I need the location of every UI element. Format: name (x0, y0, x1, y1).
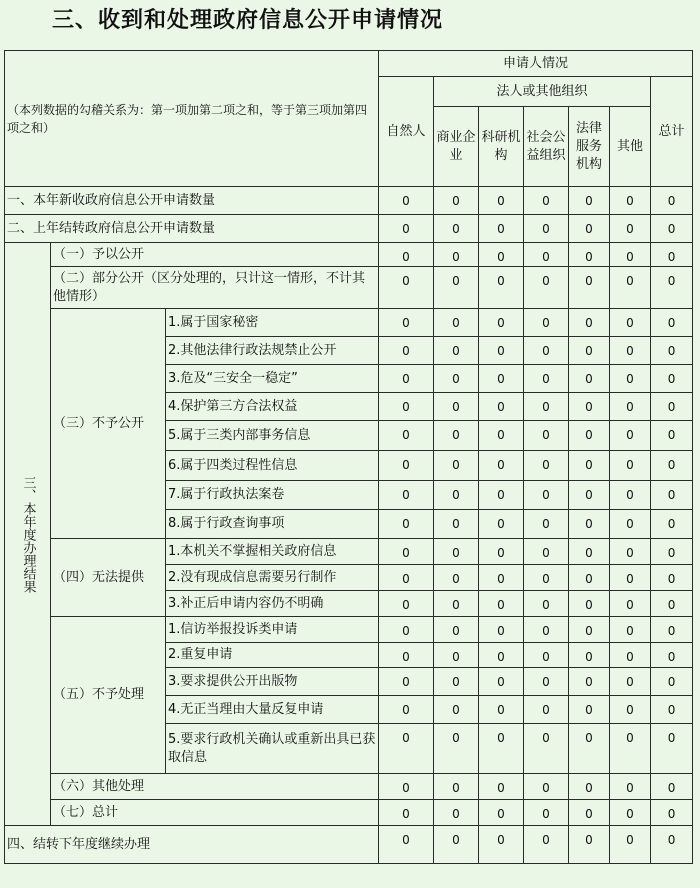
value-cell: 0 (610, 826, 651, 864)
value-cell: 0 (610, 643, 651, 668)
value-cell: 0 (479, 510, 524, 539)
group-label: （五）不予处理 (51, 617, 166, 774)
value-cell: 0 (610, 565, 651, 591)
value-cell: 0 (434, 591, 479, 617)
value-cell: 0 (651, 565, 693, 591)
value-cell: 0 (651, 215, 693, 243)
value-cell: 0 (569, 215, 610, 243)
value-cell: 0 (610, 774, 651, 800)
value-cell: 0 (610, 421, 651, 451)
value-cell: 0 (651, 643, 693, 668)
group-label: （三）不予公开 (51, 309, 166, 539)
value-cell: 0 (479, 337, 524, 365)
value-cell: 0 (651, 774, 693, 800)
row-label: 5.要求行政机关确认或重新出具已获取信息 (166, 724, 379, 774)
value-cell: 0 (434, 668, 479, 696)
value-cell: 0 (524, 337, 569, 365)
value-cell: 0 (379, 451, 434, 481)
value-cell: 0 (651, 451, 693, 481)
value-cell: 0 (651, 337, 693, 365)
row-label: 3.要求提供公开出版物 (166, 668, 379, 696)
value-cell: 0 (569, 565, 610, 591)
value-cell: 0 (379, 668, 434, 696)
value-cell: 0 (479, 451, 524, 481)
table-row (5, 215, 693, 243)
row-label: 四、结转下年度继续办理 (5, 826, 379, 864)
row-label: 1.信访举报投诉类申请 (166, 617, 379, 643)
header-row-1 (5, 51, 693, 77)
value-cell: 0 (569, 696, 610, 724)
value-cell: 0 (379, 309, 434, 337)
header-natural-person: 自然人 (379, 77, 434, 187)
value-cell: 0 (610, 187, 651, 215)
table-row (5, 267, 693, 309)
value-cell: 0 (434, 309, 479, 337)
value-cell: 0 (379, 393, 434, 421)
value-cell: 0 (610, 365, 651, 393)
value-cell: 0 (610, 481, 651, 510)
value-cell: 0 (524, 215, 569, 243)
value-cell: 0 (569, 668, 610, 696)
value-cell: 0 (379, 774, 434, 800)
value-cell: 0 (524, 451, 569, 481)
value-cell: 0 (479, 365, 524, 393)
value-cell: 0 (610, 215, 651, 243)
row-label: 4.保护第三方合法权益 (166, 393, 379, 421)
value-cell: 0 (434, 451, 479, 481)
value-cell: 0 (379, 696, 434, 724)
value-cell: 0 (379, 510, 434, 539)
value-cell: 0 (651, 591, 693, 617)
value-cell: 0 (479, 187, 524, 215)
row-label: 2.其他法律行政法规禁止公开 (166, 337, 379, 365)
value-cell: 0 (651, 696, 693, 724)
value-cell: 0 (379, 643, 434, 668)
value-cell: 0 (434, 539, 479, 565)
value-cell: 0 (569, 539, 610, 565)
value-cell: 0 (524, 393, 569, 421)
value-cell: 0 (610, 724, 651, 774)
value-cell: 0 (524, 724, 569, 774)
row-label: （一）予以公开 (51, 243, 379, 267)
value-cell: 0 (651, 668, 693, 696)
table-row (5, 826, 693, 864)
value-cell: 0 (479, 393, 524, 421)
value-cell: 0 (569, 826, 610, 864)
value-cell: 0 (479, 539, 524, 565)
value-cell: 0 (434, 393, 479, 421)
value-cell: 0 (479, 826, 524, 864)
value-cell: 0 (434, 643, 479, 668)
table-row (5, 187, 693, 215)
value-cell: 0 (379, 267, 434, 309)
table-row (5, 309, 693, 337)
value-cell: 0 (524, 309, 569, 337)
value-cell: 0 (651, 826, 693, 864)
header-other: 其他 (610, 107, 651, 187)
value-cell: 0 (569, 724, 610, 774)
page-title: 三、收到和处理政府信息公开申请情况 (52, 8, 444, 33)
value-cell: 0 (379, 337, 434, 365)
value-cell: 0 (651, 365, 693, 393)
value-cell: 0 (651, 539, 693, 565)
value-cell: 0 (651, 243, 693, 267)
row-label: 4.无正当理由大量反复申请 (166, 696, 379, 724)
value-cell: 0 (524, 481, 569, 510)
value-cell: 0 (569, 267, 610, 309)
value-cell: 0 (569, 510, 610, 539)
value-cell: 0 (610, 591, 651, 617)
value-cell: 0 (569, 481, 610, 510)
value-cell: 0 (434, 696, 479, 724)
value-cell: 0 (379, 215, 434, 243)
header-applicant: 申请人情况 (379, 51, 693, 77)
value-cell: 0 (651, 309, 693, 337)
value-cell: 0 (569, 365, 610, 393)
value-cell: 0 (434, 800, 479, 826)
value-cell: 0 (569, 243, 610, 267)
value-cell: 0 (479, 267, 524, 309)
header-commercial: 商业企业 (434, 107, 479, 187)
row-label: 一、本年新收政府信息公开申请数量 (5, 187, 379, 215)
value-cell: 0 (524, 243, 569, 267)
value-cell: 0 (651, 510, 693, 539)
value-cell: 0 (610, 309, 651, 337)
value-cell: 0 (379, 365, 434, 393)
value-cell: 0 (569, 393, 610, 421)
value-cell: 0 (651, 724, 693, 774)
table-row (5, 243, 693, 267)
row-label: 8.属于行政查询事项 (166, 510, 379, 539)
value-cell: 0 (524, 565, 569, 591)
header-legal-service: 法律服务机构 (569, 107, 610, 187)
value-cell: 0 (434, 215, 479, 243)
value-cell: 0 (479, 774, 524, 800)
value-cell: 0 (379, 591, 434, 617)
value-cell: 0 (524, 187, 569, 215)
value-cell: 0 (434, 826, 479, 864)
table-header-note: （本列数据的勾稽关系为：第一项加第二项之和，等于第三项加第四项之和） (5, 51, 379, 187)
value-cell: 0 (524, 826, 569, 864)
value-cell: 0 (434, 365, 479, 393)
header-social: 社会公益组织 (524, 107, 569, 187)
value-cell: 0 (569, 774, 610, 800)
value-cell: 0 (434, 267, 479, 309)
value-cell: 0 (479, 800, 524, 826)
value-cell: 0 (524, 539, 569, 565)
value-cell: 0 (610, 510, 651, 539)
table-row (5, 539, 693, 565)
row-label: 1.本机关不掌握相关政府信息 (166, 539, 379, 565)
value-cell: 0 (479, 724, 524, 774)
value-cell: 0 (569, 187, 610, 215)
value-cell: 0 (569, 800, 610, 826)
value-cell: 0 (569, 643, 610, 668)
value-cell: 0 (524, 774, 569, 800)
value-cell: 0 (479, 591, 524, 617)
value-cell: 0 (479, 215, 524, 243)
value-cell: 0 (651, 393, 693, 421)
value-cell: 0 (524, 617, 569, 643)
value-cell: 0 (651, 421, 693, 451)
value-cell: 0 (479, 309, 524, 337)
value-cell: 0 (524, 365, 569, 393)
value-cell: 0 (524, 800, 569, 826)
value-cell: 0 (524, 591, 569, 617)
table-row (5, 800, 693, 826)
value-cell: 0 (379, 481, 434, 510)
value-cell: 0 (379, 243, 434, 267)
value-cell: 0 (434, 421, 479, 451)
value-cell: 0 (479, 481, 524, 510)
value-cell: 0 (651, 800, 693, 826)
value-cell: 0 (479, 421, 524, 451)
value-cell: 0 (610, 337, 651, 365)
row-label: 2.重复申请 (166, 643, 379, 668)
value-cell: 0 (434, 337, 479, 365)
row-label: 3.补正后申请内容仍不明确 (166, 591, 379, 617)
row-label: 1.属于国家秘密 (166, 309, 379, 337)
header-research: 科研机构 (479, 107, 524, 187)
value-cell: 0 (569, 421, 610, 451)
value-cell: 0 (610, 393, 651, 421)
value-cell: 0 (610, 539, 651, 565)
value-cell: 0 (524, 668, 569, 696)
value-cell: 0 (379, 421, 434, 451)
value-cell: 0 (610, 617, 651, 643)
value-cell: 0 (610, 451, 651, 481)
table-row (5, 617, 693, 643)
value-cell: 0 (524, 267, 569, 309)
table-row (5, 774, 693, 800)
row-label: （二）部分公开（区分处理的，只计这一情形，不计其他情形） (51, 267, 379, 309)
value-cell: 0 (610, 267, 651, 309)
value-cell: 0 (479, 243, 524, 267)
value-cell: 0 (434, 481, 479, 510)
value-cell: 0 (479, 696, 524, 724)
value-cell: 0 (479, 617, 524, 643)
value-cell: 0 (434, 243, 479, 267)
value-cell: 0 (651, 267, 693, 309)
value-cell: 0 (379, 565, 434, 591)
value-cell: 0 (479, 643, 524, 668)
row-label: 5.属于三类内部事务信息 (166, 421, 379, 451)
value-cell: 0 (610, 243, 651, 267)
value-cell: 0 (569, 451, 610, 481)
value-cell: 0 (651, 617, 693, 643)
value-cell: 0 (379, 187, 434, 215)
value-cell: 0 (479, 565, 524, 591)
value-cell: 0 (524, 510, 569, 539)
row-label: 2.没有现成信息需要另行制作 (166, 565, 379, 591)
value-cell: 0 (651, 481, 693, 510)
value-cell: 0 (479, 668, 524, 696)
value-cell: 0 (610, 800, 651, 826)
value-cell: 0 (379, 617, 434, 643)
value-cell: 0 (524, 643, 569, 668)
row-label: （六）其他处理 (51, 774, 379, 800)
row-label: 3.危及“三安全一稳定” (166, 365, 379, 393)
row-label: （七）总计 (51, 800, 379, 826)
row-label: 6.属于四类过程性信息 (166, 451, 379, 481)
value-cell: 0 (434, 565, 479, 591)
value-cell: 0 (434, 724, 479, 774)
value-cell: 0 (610, 696, 651, 724)
row-label: 7.属于行政执法案卷 (166, 481, 379, 510)
value-cell: 0 (379, 724, 434, 774)
value-cell: 0 (379, 539, 434, 565)
section-3-label: 三、本年度办理结果 (5, 243, 51, 826)
value-cell: 0 (379, 826, 434, 864)
value-cell: 0 (569, 309, 610, 337)
group-label: （四）无法提供 (51, 539, 166, 617)
header-legal-group: 法人或其他组织 (434, 77, 651, 107)
value-cell: 0 (524, 421, 569, 451)
value-cell: 0 (434, 617, 479, 643)
value-cell: 0 (434, 510, 479, 539)
row-label: 二、上年结转政府信息公开申请数量 (5, 215, 379, 243)
header-total: 总计 (651, 77, 693, 187)
value-cell: 0 (569, 617, 610, 643)
report-table (4, 50, 693, 864)
value-cell: 0 (569, 337, 610, 365)
value-cell: 0 (651, 187, 693, 215)
value-cell: 0 (379, 800, 434, 826)
value-cell: 0 (610, 668, 651, 696)
value-cell: 0 (569, 591, 610, 617)
value-cell: 0 (434, 187, 479, 215)
value-cell: 0 (524, 696, 569, 724)
value-cell: 0 (434, 774, 479, 800)
